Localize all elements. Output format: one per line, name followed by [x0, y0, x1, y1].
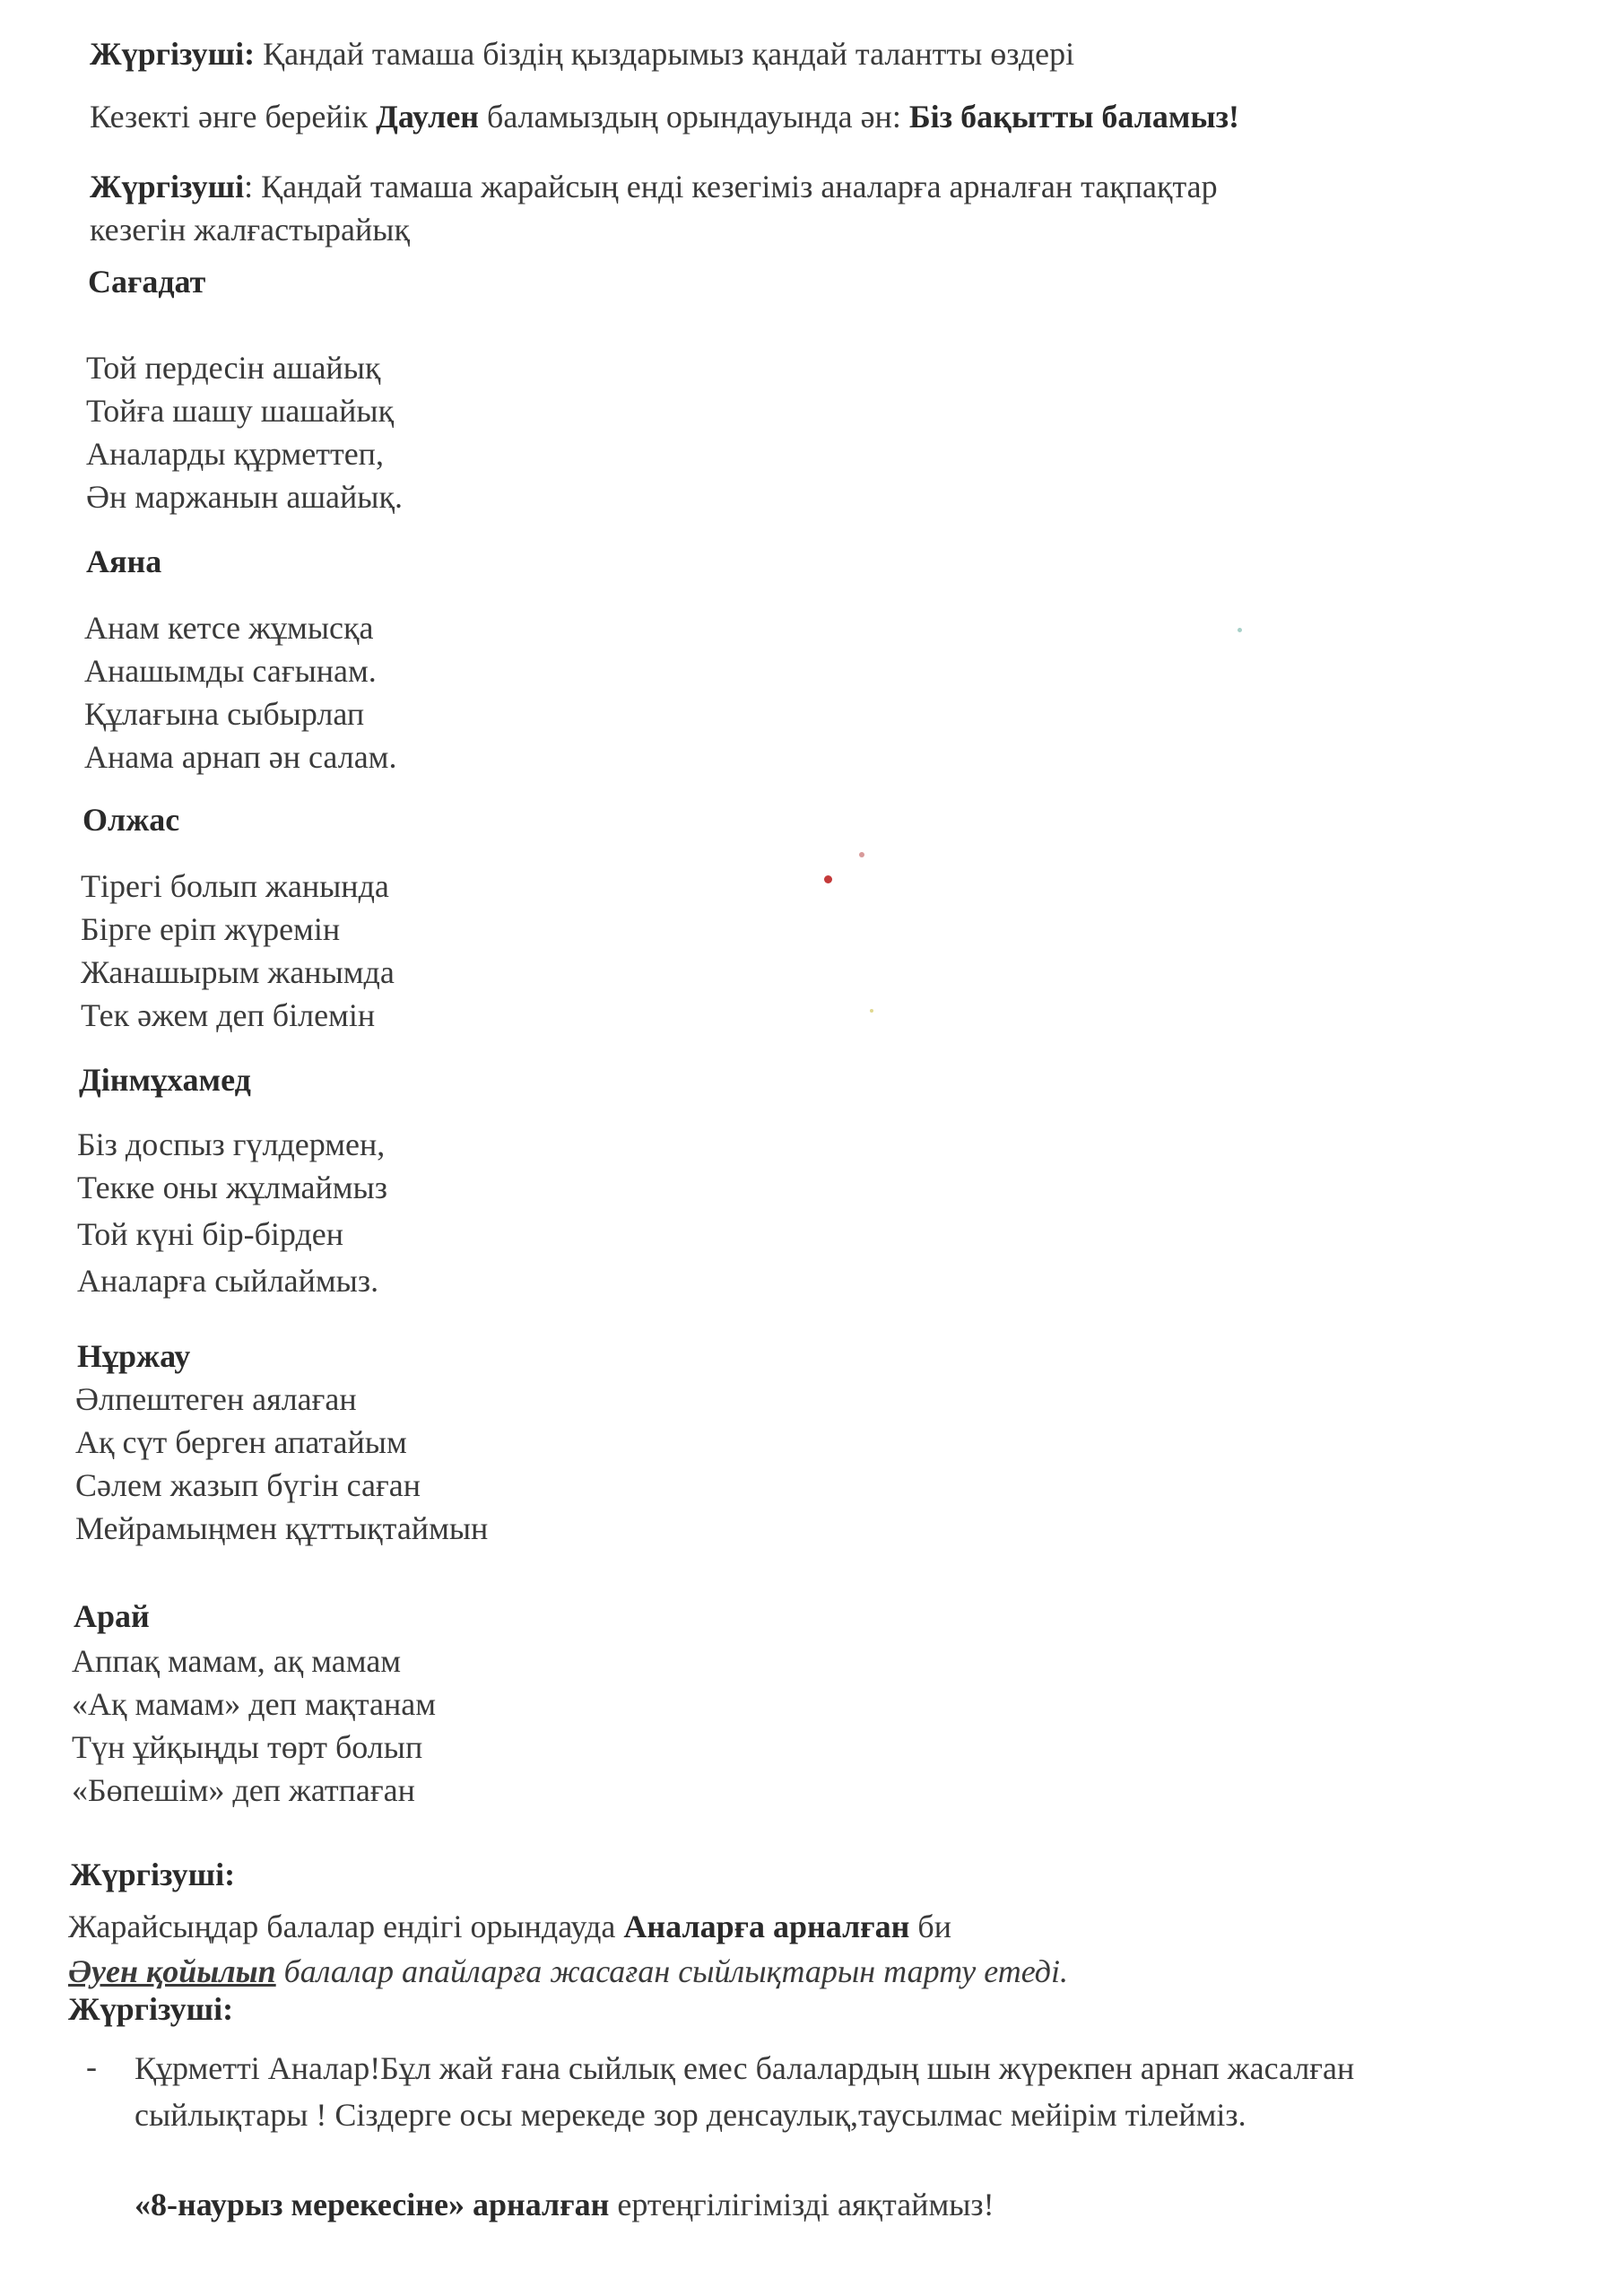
intro-paragraph-2 — [90, 95, 1239, 138]
outro-text: Жарайсыңдар балалар ендігі орындауда — [68, 1909, 624, 1944]
verse-line: Түн ұйқыңды төрт болып — [72, 1729, 423, 1765]
intro-text-3b: кезегін жалғастырайық — [90, 212, 410, 248]
verse-lines — [75, 1378, 488, 1550]
verse-line: Аналарды құрметтеп, — [86, 436, 384, 472]
performer-name: Даулен — [376, 99, 480, 135]
closing-paragraph — [135, 2045, 1498, 2138]
intro-text-2a: Кезекті әнге берейік — [90, 99, 377, 135]
scan-speck — [859, 852, 864, 857]
intro-text-1: Қандай тамаша біздің қыздарымыз қандай талантты өздері — [255, 36, 1075, 72]
intro-text-3a: : Қандай тамаша жарайсың енді кезегіміз аналарға арналған тақпақтар — [244, 169, 1218, 204]
verse-lines — [77, 1123, 387, 1302]
scan-speck — [824, 875, 832, 883]
verse-line: Құлағына сыбырлап — [84, 696, 365, 732]
verse-lines — [86, 346, 403, 518]
verse-line: Ән маржанын ашайық. — [86, 479, 403, 515]
music-cue: Әуен қойылып — [68, 1953, 276, 1989]
host-label: Жүргізуші: — [68, 1991, 234, 2027]
outro-text: би — [909, 1909, 951, 1944]
speaker-name: Олжас — [83, 802, 180, 838]
verse-lines — [72, 1639, 436, 1812]
verse-line: Мейрамыңмен құттықтаймын — [75, 1510, 489, 1546]
list-dash: - — [86, 2048, 97, 2084]
intro-text-2b: баламыздың орындауында ән: — [479, 99, 909, 135]
speaker-name: Арай — [74, 1598, 150, 1634]
verse-line: Әлпештеген аялаған — [75, 1381, 357, 1417]
verse-line: Аппақ мамам, ақ мамам — [72, 1643, 402, 1679]
host-label: Жүргізуші: — [70, 1857, 236, 1892]
speaker-name: Аяна — [86, 544, 162, 579]
closing-text: Құрметті Аналар!Бұл жай ғана сыйлық емес балалардың шын жүрекпен арнап жасалған сыйлықтары ! Сіздерге осы мерекеде зор денсаулық,таусылмас мейірім тілейміз. — [135, 2050, 1355, 2133]
scan-speck — [870, 1009, 873, 1013]
host-label: Жүргізуші — [90, 169, 245, 204]
outro-line-1 — [68, 1905, 951, 1948]
scan-speck — [1238, 628, 1242, 632]
speaker-name: Нұржау — [77, 1338, 191, 1374]
verse-line: «Ақ мамам» деп мақтанам — [72, 1686, 437, 1722]
verse-lines — [84, 606, 396, 778]
verse-line: Анашымды сағынам. — [84, 653, 377, 689]
verse-line: Бірге еріп жүремін — [81, 911, 341, 947]
verse-line: Сәлем жазып бүгін саған — [75, 1467, 421, 1503]
verse-line: Жанашырым жанымда — [81, 954, 395, 990]
verse-line: Біз доспыз гүлдермен, — [77, 1126, 386, 1162]
dance-title: Аналарға арналған — [623, 1909, 910, 1944]
speaker-name: Дінмұхамед — [79, 1062, 251, 1098]
verse-line: Анам кетсе жұмысқа — [84, 610, 374, 646]
outro-italic-text: балалар апайларға жасаған сыйлықтарын тарту етеді. — [275, 1953, 1068, 1989]
outro-line-2 — [68, 1950, 1068, 1993]
verse-line: Тірегі болып жанында — [81, 868, 389, 904]
verse-line: Аналарға сыйлаймыз. — [77, 1263, 379, 1299]
verse-line: «Бөпешім» деп жатпаған — [72, 1772, 415, 1808]
intro-paragraph-3 — [90, 165, 1218, 251]
intro-paragraph-1 — [90, 32, 1074, 75]
verse-line: Ақ сүт берген апатайым — [75, 1424, 407, 1460]
closing-line-text: ертеңгілігімізді аяқтаймыз! — [609, 2187, 994, 2222]
verse-lines — [81, 865, 395, 1037]
verse-line: Текке оны жұлмаймыз — [77, 1170, 387, 1205]
verse-line: Тойға шашу шашайық — [86, 393, 395, 429]
verse-line: Анама арнап ән салам. — [84, 739, 397, 775]
verse-line: Тек әжем деп білемін — [81, 997, 376, 1033]
verse-line: Той күні бір-бірден — [77, 1216, 344, 1252]
speaker-name: Сағадат — [88, 264, 206, 300]
holiday-name: «8-наурыз мерекесіне» арналған — [135, 2187, 610, 2222]
closing-line — [135, 2183, 994, 2226]
host-label: Жүргізуші: — [90, 36, 256, 72]
verse-line: Той пердесін ашайық — [86, 350, 381, 386]
song-title: Біз бақытты баламыз! — [908, 99, 1240, 135]
